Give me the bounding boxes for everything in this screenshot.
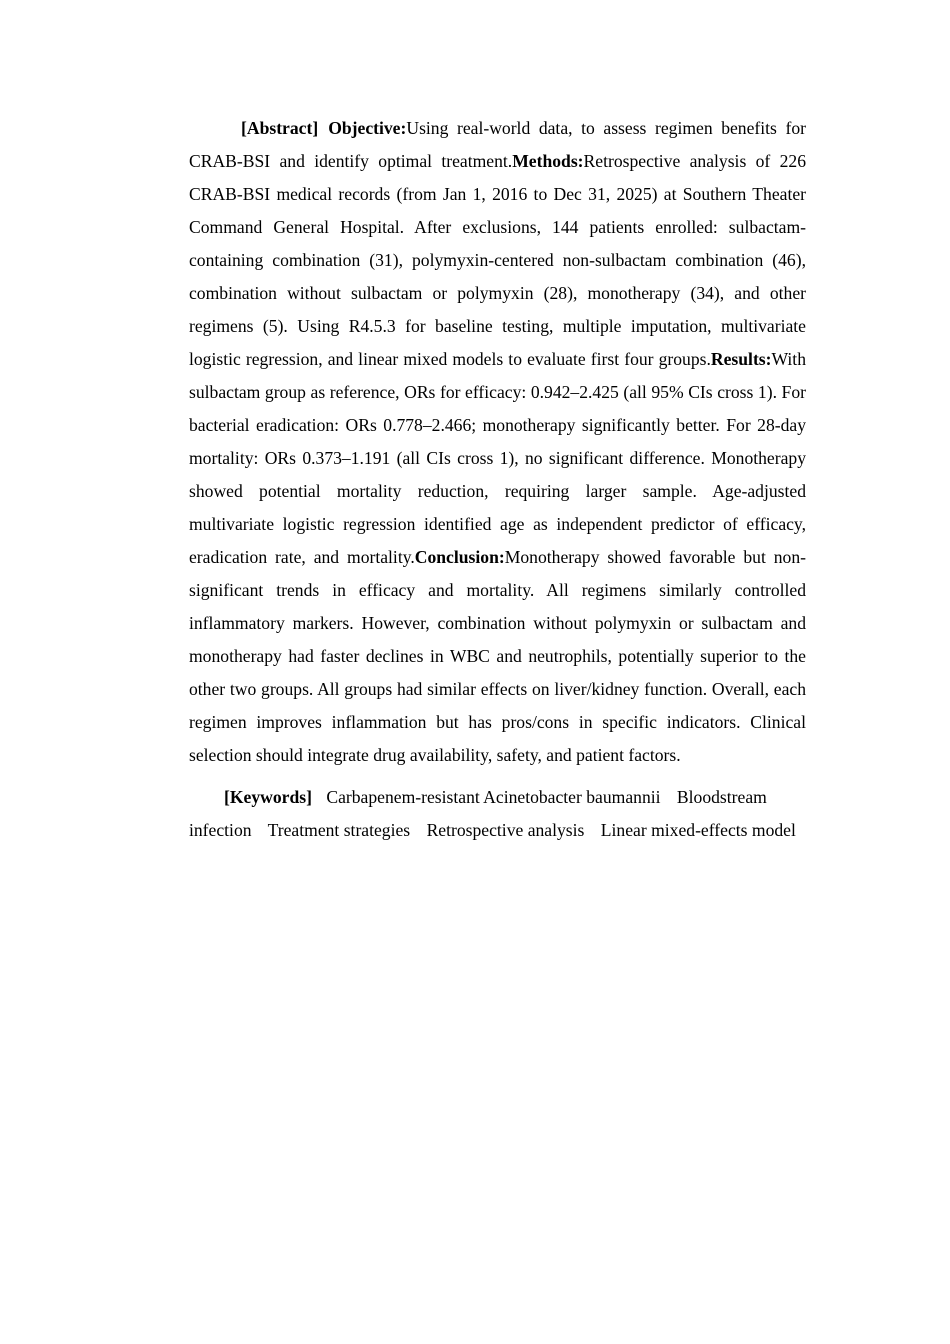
- abstract-tag: [Abstract]: [241, 118, 319, 138]
- objective-text: Using real-world data, to assess regimen benefits for CRAB-BSI and identify optimal treatment.: [189, 118, 806, 171]
- keyword-item: Linear mixed-effects model: [600, 820, 796, 840]
- results-label: Results:: [710, 349, 772, 369]
- keyword-item: Retrospective analysis: [426, 820, 585, 840]
- keyword-item: Carbapenem-resistant Acinetobacter baumannii: [326, 787, 661, 807]
- conclusion-label: Conclusion:: [414, 547, 505, 567]
- methods-text: Retrospective analysis of 226 CRAB-BSI medical records (from Jan 1, 2016 to Dec 31, 2025) at Southern Theater Command General Hospital. After exclusions, 144 patients enrolled: sulbactam-containing combination (31), polymyxin-centered non-sulbactam combination (46), combination without sulbactam or polymyxin (28), monotherapy (34), and other regimens (5). Using R4.5.3 for baseline testing, multiple imputation, multivariate logistic regression, and linear mixed models to evaluate first four groups.: [189, 151, 807, 369]
- conclusion-text: Monotherapy showed favorable but non-significant trends in efficacy and mortality. All regimens similarly controlled inflammatory markers. However, combination without polymyxin or sulbactam and monotherapy had faster declines in WBC and neutrophils, potentially superior to the other two groups. All groups had similar effects on liver/kidney function. Overall, each regimen improves inflammation but has pros/cons in specific indicators. Clinical selection should integrate drug availability, safety, and patient factors.: [189, 547, 806, 765]
- keywords-paragraph: [189, 781, 806, 847]
- methods-label: Methods:: [512, 151, 584, 171]
- abstract-paragraph: [189, 112, 806, 772]
- abstract-section: [189, 112, 806, 847]
- keywords-tag: [Keywords]: [224, 787, 312, 807]
- objective-label: Objective:: [328, 118, 407, 138]
- keyword-item: Bloodstream infection: [189, 787, 767, 840]
- results-text: With sulbactam group as reference, ORs for efficacy: 0.942–2.425 (all 95% CIs cross 1). For bacterial eradication: ORs 0.778–2.466; monotherapy significantly better. For 28-day mortality: ORs 0.373–1.191 (all CIs cross 1), no significant difference. Monotherapy showed potential mortality reduction, requiring larger sample. Age-adjusted multivariate logistic regression identified age as independent predictor of efficacy, eradication rate, and mortality.: [189, 349, 806, 567]
- keyword-item: Treatment strategies: [267, 820, 411, 840]
